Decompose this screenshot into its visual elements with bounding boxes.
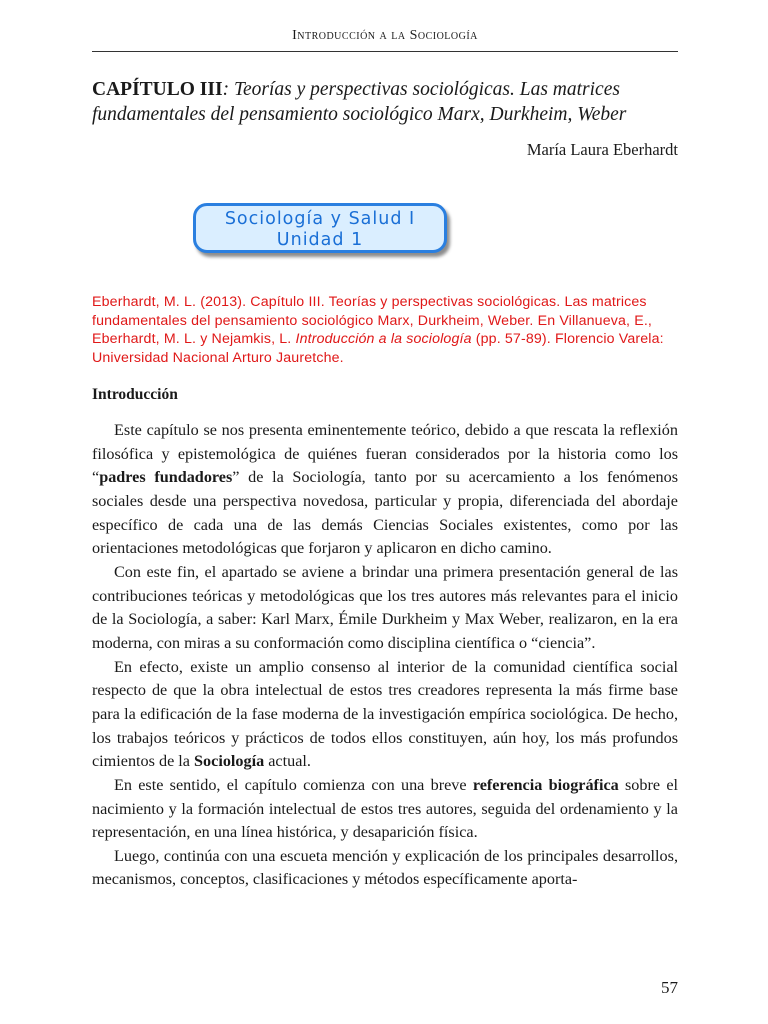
paragraph-4-c: sobre el nacimiento y la formación intelectual de estos tres autores, seguida del ordenamiento y la representación, en una línea histórica, y desaparición física. [92, 775, 678, 842]
paragraph-3-bold: Sociología [194, 752, 265, 771]
page-number: 57 [661, 978, 678, 997]
running-head: Introducción a la Sociología [292, 28, 478, 43]
citation-part1: Eberhardt, M. L. (2013). Capítulo III. Teorías y perspectivas sociológicas. Las matrices fundamentales del pensamiento sociológico Marx, Durkheim, Weber. En Villanueva, E., Eberhardt, M. L. y Nejamkis, L. [92, 294, 653, 347]
citation [92, 293, 678, 367]
paragraph-1-c: ” de la Sociología, tanto por su acercamiento a los fenómenos sociales desde una perspectiva novedosa, particular y propia, diferenciada del abordaje específico de cada una de las demás Ciencias Sociales existentes, como por las orientaciones metodológicas que forjaron y aplicaron en dicho camino. [92, 468, 678, 558]
chapter-title-text: : Teorías y perspectivas sociológicas. Las matrices fundamentales del pensamiento sociológico Marx, Durkheim, Weber [92, 79, 627, 125]
paragraph-4-a: En este sentido, el capítulo comienza con una breve [114, 775, 473, 794]
paragraph-3-a: En efecto, existe un amplio consenso al interior de la comunidad científica social respecto de que la obra intelectual de estos tres creadores representa la más firme base para la edificación de la fase moderna de la investigación empírica sociológica. De hecho, los trabajos teóricos y prácticos de todos ellos constituyen, aún hoy, los más profundos cimientos de la [92, 657, 678, 771]
author-name: María Laura Eberhardt [526, 140, 678, 159]
paragraph-1 [92, 419, 678, 561]
citation-book-title: Introducción a la sociología [295, 331, 472, 347]
paragraph-2: Con este fin, el apartado se aviene a brindar una primera presentación general de las contribuciones teóricas y metodológicas que los tres autores más relevantes para el inicio de la Sociología, a saber: Karl Marx, Émile Durkheim y Max Weber, realizaron, en la era moderna, con miras a su conformación como disciplina científica o “ciencia”. [92, 562, 678, 652]
course-badge [193, 203, 447, 253]
paragraph-1-bold: padres fundadores [99, 468, 233, 487]
section-heading: Introducción [92, 386, 178, 403]
paragraph-5: Luego, continúa con una escueta mención y explicación de los principales desarrollos, mecanismos, conceptos, clasificaciones y métodos específicamente aporta- [92, 846, 678, 889]
chapter-label: CAPÍTULO III [92, 79, 223, 100]
citation-part2: (pp. 57-89). Florencio Varela: Universidad Nacional Arturo Jauretche. [92, 331, 664, 366]
paragraph-3-c: actual. [264, 752, 311, 771]
paragraph-4-bold: referencia biográfica [472, 775, 619, 794]
paragraph-4 [92, 774, 678, 845]
course-badge-line2: Unidad 1 [276, 230, 364, 250]
course-badge-line1: Sociología y Salud I [224, 209, 416, 229]
chapter-title [92, 77, 678, 127]
paragraph-3 [92, 656, 678, 774]
body-text [92, 419, 678, 892]
paragraph-1-a: Este capítulo se nos presenta eminentemente teórico, debido a que rescata la reflexión filosófica y epistemológica de quiénes fueran considerados por la historia como los “ [92, 421, 678, 487]
header-rule [92, 51, 678, 52]
